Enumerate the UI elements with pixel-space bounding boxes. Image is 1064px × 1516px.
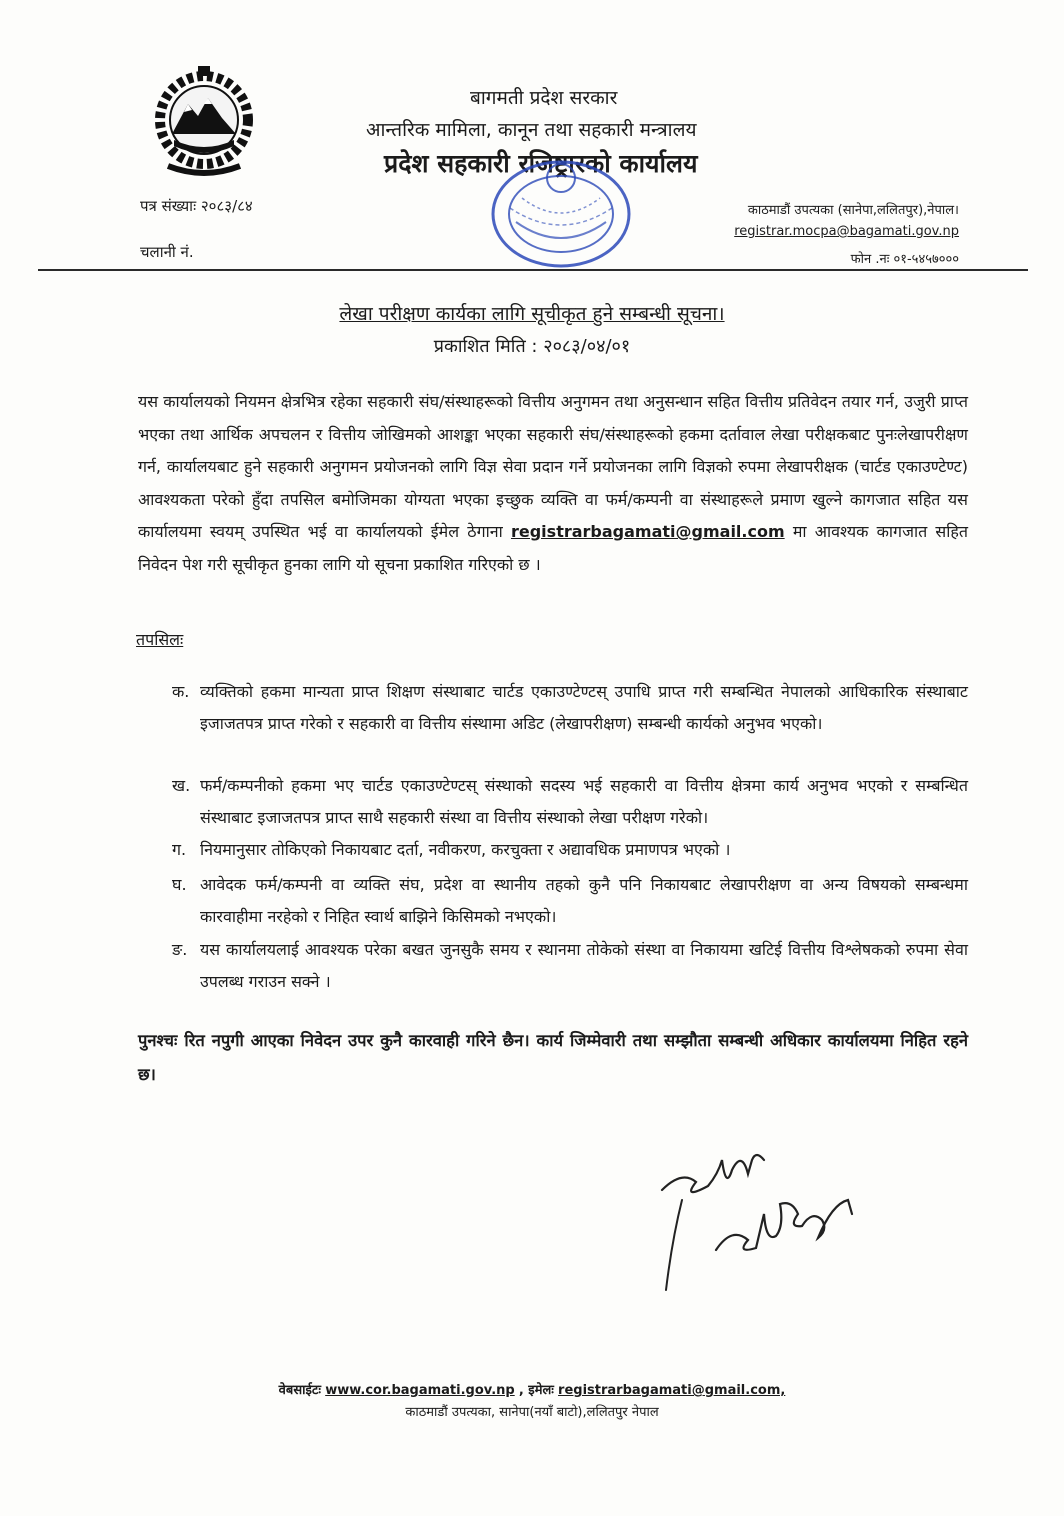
office-stamp-seal	[486, 158, 636, 276]
footer-address: काठमाडौं उपत्यका, सानेपा(नयाँ बाटो),ललितपुर नेपाल	[405, 1405, 659, 1420]
government-name: बागमती प्रदेश सरकार	[470, 87, 618, 109]
list-item-marker: घ.	[172, 875, 187, 894]
intro-text-start: यस कार्यालयको नियमन क्षेत्रभित्र रहेका सहकारी संघ/संस्थाहरूको वित्तीय अनुगमन तथा अनुसन्धान सहित वित्तीय प्रतिवेदन तयार गर्न, उजुरी प्राप्त भएका तथा आर्थिक अपचलन र वित्तीय जोखिमको आशङ्का भएका सहकारी संघ/संस्थाहरूको हकमा दर्तावाल लेखा परीक्षकबाट पुनःलेखापरीक्षण गर्न, कार्यालयबाट हुने सहकारी अनुगमन प्रयोजनको लागि विज्ञ सेवा प्रदान गर्ने प्रयोजनका लागि विज्ञको रुपमा लेखापरीक्षक (चार्टड एकाउण्टेण्ट) आवश्यकता परेको हुँदा तपसिल बमोजिमका योग्यता भएका इच्छुक व्यक्ति वा फर्म/कम्पनी वा संस्थाहरूले प्रमाण खुल्ने कागजात सहित यस कार्यालयमा स्वयम् उपस्थित भई वा कार्यालयको ईमेल ठेगाना	[138, 392, 968, 541]
list-item	[172, 869, 968, 933]
intro-email-link[interactable]: registrarbagamati@gmail.com	[510, 522, 785, 541]
nepal-emblem-logo	[138, 62, 270, 182]
list-item-text: व्यक्तिको हकमा मान्यता प्राप्त शिक्षण संस्थाबाट चार्टड एकाउण्टेण्टस् उपाधि प्राप्त गरी सम्बन्धित नेपालको आधिकारिक संस्थाबाट इजाजतपत्र प्राप्त गरेको र सहकारी वा वित्तीय संस्थामा अडिट (लेखापरीक्षण) सम्बन्धी कार्यको अनुभव भएको।	[200, 682, 968, 733]
letter-number: पत्र संख्याः २०८३/८४	[140, 197, 253, 215]
postscript-note: पुनश्चः रित नपुगी आएका निवेदन उपर कुनै कारवाही गरिने छैन। कार्य जिम्मेवारी तथा सम्झौता सम्बन्धी अधिकार कार्यालयमा निहित रहने छ।	[138, 1031, 968, 1084]
footer-email-label: , इमेलः	[518, 1383, 554, 1398]
list-item-marker: ङ.	[172, 940, 188, 959]
notice-title	[0, 300, 1064, 326]
list-item	[172, 834, 968, 866]
list-item-text: नियमानुसार तोकिएको निकायबाट दर्ता, नवीकरण, करचुक्ता र अद्यावधिक प्रमाणपत्र भएको ।	[200, 840, 731, 859]
list-item-text: फर्म/कम्पनीको हकमा भए चार्टड एकाउण्टेण्टस् संस्थाको सदस्य भई सहकारी वा वित्तीय क्षेत्रमा कार्य अनुभव भएको र सम्बन्धित संस्थाबाट इजाजतपत्र प्राप्त साथै सहकारी संस्था वा वित्तीय संस्थाको लेखा परीक्षण गरेको।	[200, 776, 968, 827]
list-item-text: आवेदक फर्म/कम्पनी वा व्यक्ति संघ, प्रदेश वा स्थानीय तहको कुनै पनि निकायबाट लेखापरीक्षण वा अन्य विषयको सम्बन्धमा कारवाहीमा नरहेको र निहित स्वार्थ बाझिने किसिमको नभएको।	[200, 875, 968, 926]
footer-website-link[interactable]: www.cor.bagamati.gov.np	[325, 1383, 515, 1398]
dispatch-number: चलानी नं.	[140, 243, 194, 261]
list-item	[172, 770, 968, 834]
list-item-marker: क.	[172, 682, 190, 701]
footer-website-label: वेबसाईटः	[278, 1383, 322, 1398]
intro-paragraph	[138, 386, 968, 581]
details-heading: तपसिलः	[136, 630, 184, 649]
list-item-marker: ख.	[172, 776, 191, 795]
office-address: काठमाडौं उपत्यका (सानेपा,ललितपुर),नेपाल।	[747, 203, 959, 218]
list-item	[172, 934, 968, 998]
footer-contact-line	[0, 1380, 1064, 1398]
notice-title-text: लेखा परीक्षण कार्यका लागि सूचीकृत हुने सम्बन्धी सूचना।	[339, 303, 725, 325]
intro-text-end: मा आवश्यक कागजात सहित निवेदन पेश गरी सूचीकृत हुनका लागि यो सूचना प्रकाशित गरिएको छ ।	[138, 522, 969, 574]
ministry-name: आन्तरिक मामिला, कानून तथा सहकारी मन्त्रालय	[366, 119, 697, 141]
list-item-text: यस कार्यालयलाई आवश्यक परेका बखत जुनसुकै समय र स्थानमा तोकेको संस्था वा निकायमा खटिई वित्तीय विश्लेषकको रुपमा सेवा उपलब्ध गराउन सक्ने ।	[200, 940, 968, 991]
office-email-link[interactable]: registrar.mocpa@bagamati.gov.np	[734, 224, 959, 239]
header-divider	[38, 269, 1028, 271]
handwritten-signature	[652, 1130, 882, 1300]
footer-email-link[interactable]: registrarbagamati@gmail.com,	[558, 1383, 786, 1398]
list-item	[172, 676, 968, 740]
office-name: प्रदेश सहकारी रजिष्ट्रारको कार्यालय	[384, 149, 698, 178]
office-phone: फोन .नः ०१-५४५७०००	[850, 252, 959, 267]
list-item-marker: ग.	[172, 840, 187, 859]
published-date: प्रकाशित मिति : २०८३/०४/०१	[433, 336, 631, 357]
